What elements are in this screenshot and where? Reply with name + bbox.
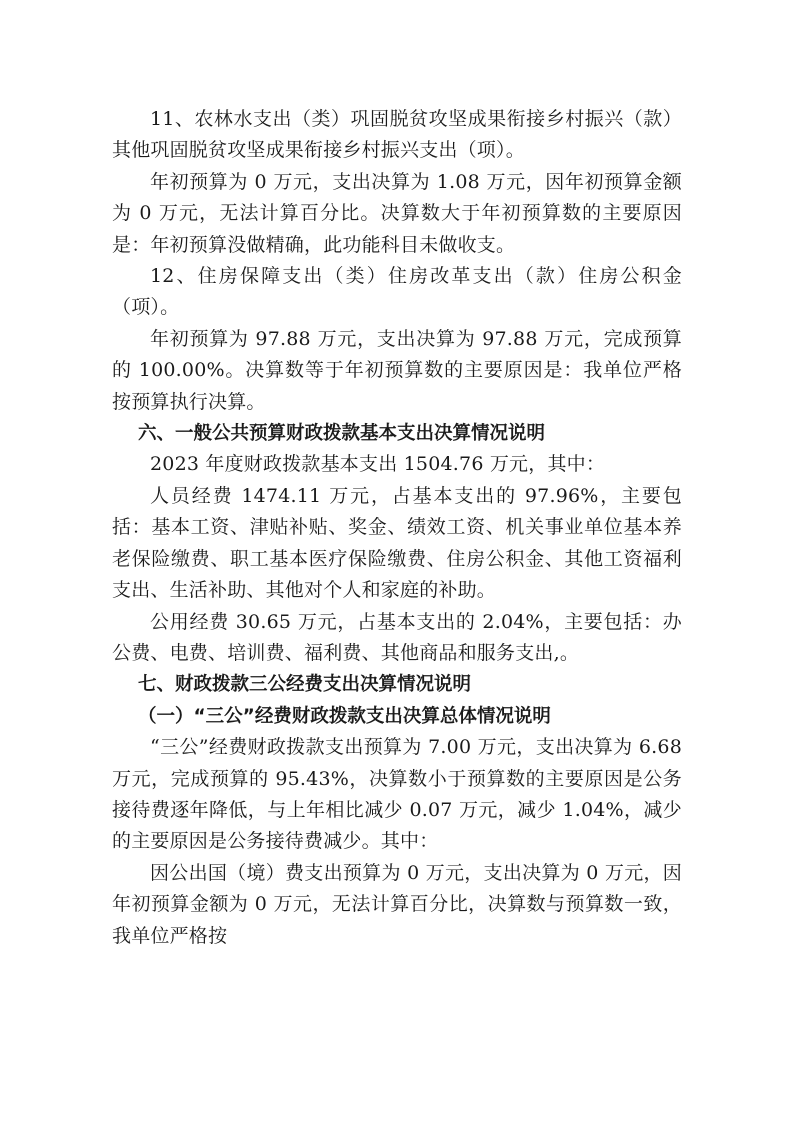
section-heading-7: 七、财政拨款三公经费支出决算情况说明	[138, 674, 472, 696]
paragraph-public-expense: 公用经费 30.65 万元，占基本支出的 2.04%，主要包括：办公费、电费、培训费、福利费、其他商品和服务支出,。	[112, 610, 682, 664]
paragraph-basic-expenditure: 2023 年度财政拨款基本支出 1504.76 万元，其中：	[150, 453, 606, 476]
paragraph-personnel-expense: 人员经费 1474.11 万元，占基本支出的 97.96%，主要包括：基本工资、津贴补贴、奖金、绩效工资、机关事业单位基本养老保险缴费、职工基本医疗保险缴费、住房公积金、其他工资福利支出、生活补助、其他对个人和家庭的补助。	[112, 484, 682, 602]
paragraph-item-11-detail: 年初预算为 0 万元，支出决算为 1.08 万元，因年初预算金额为 0 万元，无法计算百分比。决算数大于年初预算数的主要原因是：年初预算没做精确，此功能科目未做收支。	[112, 170, 682, 256]
document-body	[112, 104, 682, 952]
subsection-heading-7-1: （一）“三公”经费财政拨款支出决算总体情况说明	[138, 705, 551, 727]
paragraph-overseas-travel: 因公出国（境）费支出预算为 0 万元，支出决算为 0 万元，因年初预算金额为 0 万元，无法计算百分比，决算数与预算数一致，我单位严格按	[112, 861, 682, 947]
paragraph-item-11: 11、农林水支出（类）巩固脱贫攻坚成果衔接乡村振兴（款）其他巩固脱贫攻坚成果衔接乡村振兴支出（项）。	[112, 108, 682, 162]
paragraph-three-public-overview: “三公”经费财政拨款支出预算为 7.00 万元，支出决算为 6.68 万元，完成预算的 95.43%，决算数小于预算数的主要原因是公务接待费逐年降低，与上年相比减少 0.07 万元，减少 1.04%，减少的主要原因是公务接待费减少。其中：	[112, 736, 682, 853]
section-heading-6: 六、一般公共预算财政拨款基本支出决算情况说明	[138, 423, 546, 445]
paragraph-item-12-detail: 年初预算为 97.88 万元，支出决算为 97.88 万元，完成预算的 100.00%。决算数等于年初预算数的主要原因是：我单位严格按预算执行决算。	[112, 327, 682, 413]
paragraph-item-12: 12、住房保障支出（类）住房改革支出（款）住房公积金（项）。	[112, 265, 682, 319]
